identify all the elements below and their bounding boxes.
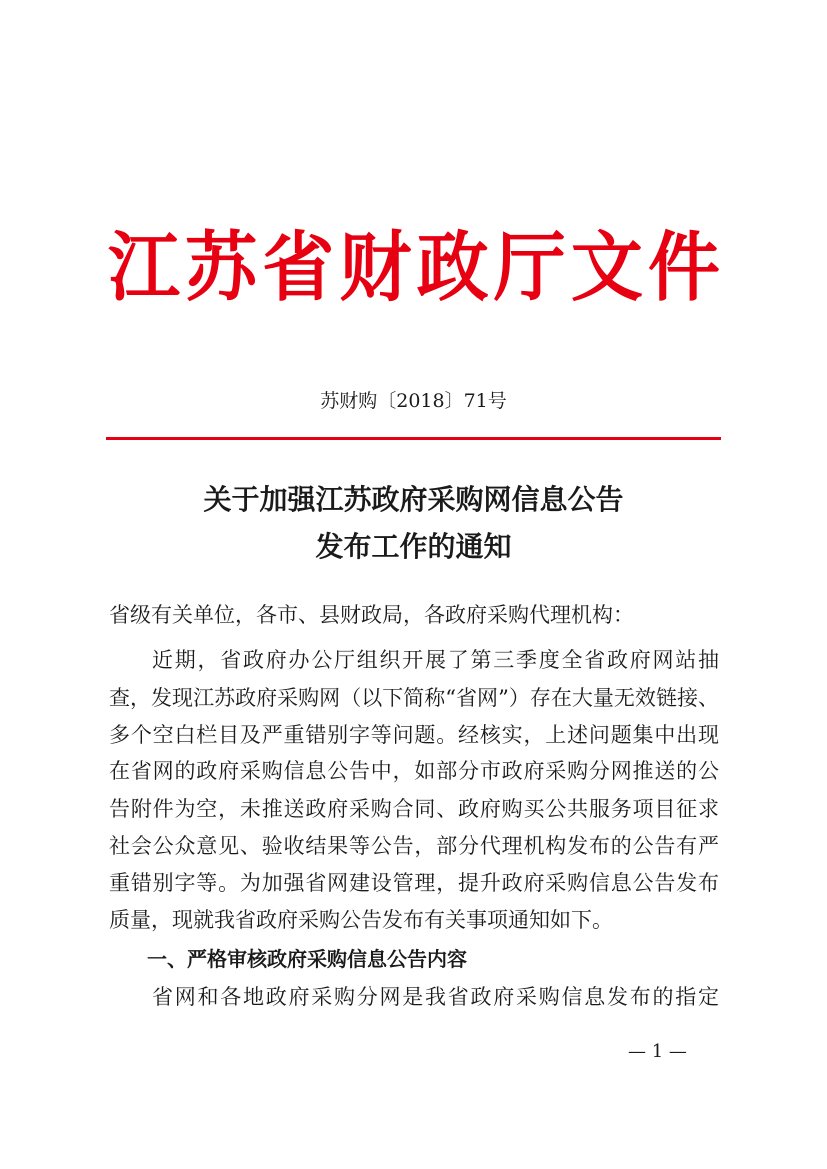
body-line: 社会公众意见、验收结果等公告，部分代理机构发布的公告有严 <box>109 834 719 858</box>
body-line: 重错别字等。为加强省网建设管理，提升政府采购信息公告发布 <box>109 871 719 895</box>
body-line: 省网和各地政府采购分网是我省政府采购信息发布的指定 <box>152 985 719 1009</box>
masthead-char: 财 <box>339 222 412 312</box>
section-heading: 一、严格审核政府采购信息公告内容 <box>147 947 467 971</box>
body-line: 告附件为空，未推送政府采购合同、政府购买公共服务项目征求 <box>109 797 719 821</box>
addressee: 省级有关单位，各市、县财政局，各政府采购代理机构： <box>109 603 634 627</box>
masthead-char: 江 <box>108 222 181 312</box>
masthead-char: 省 <box>262 222 335 312</box>
document-title-line-1: 关于加强江苏政府采购网信息公告 <box>203 483 624 516</box>
body-line: 多个空白栏目及严重错别字等问题。经核实，上述问题集中出现 <box>109 723 719 747</box>
document-title-line-2: 发布工作的通知 <box>315 530 512 563</box>
masthead <box>108 222 720 312</box>
body-line: 查，发现江苏政府采购网（以下简称“省网”）存在大量无效链接、 <box>109 686 719 710</box>
body-line: 在省网的政府采购信息公告中，如部分市政府采购分网推送的公 <box>109 759 719 783</box>
masthead-char: 厅 <box>493 222 566 312</box>
masthead-char: 件 <box>647 222 720 312</box>
page-number: — 1 — <box>628 1041 687 1062</box>
red-divider <box>106 437 721 440</box>
masthead-char: 苏 <box>185 222 258 312</box>
masthead-char: 文 <box>570 222 643 312</box>
document-number: 苏财购〔2018〕71号 <box>320 390 507 412</box>
body-line: 质量，现就我省政府采购公告发布有关事项通知如下。 <box>109 908 613 932</box>
masthead-char: 政 <box>416 222 489 312</box>
body-line: 近期，省政府办公厅组织开展了第三季度全省政府网站抽 <box>152 648 719 672</box>
